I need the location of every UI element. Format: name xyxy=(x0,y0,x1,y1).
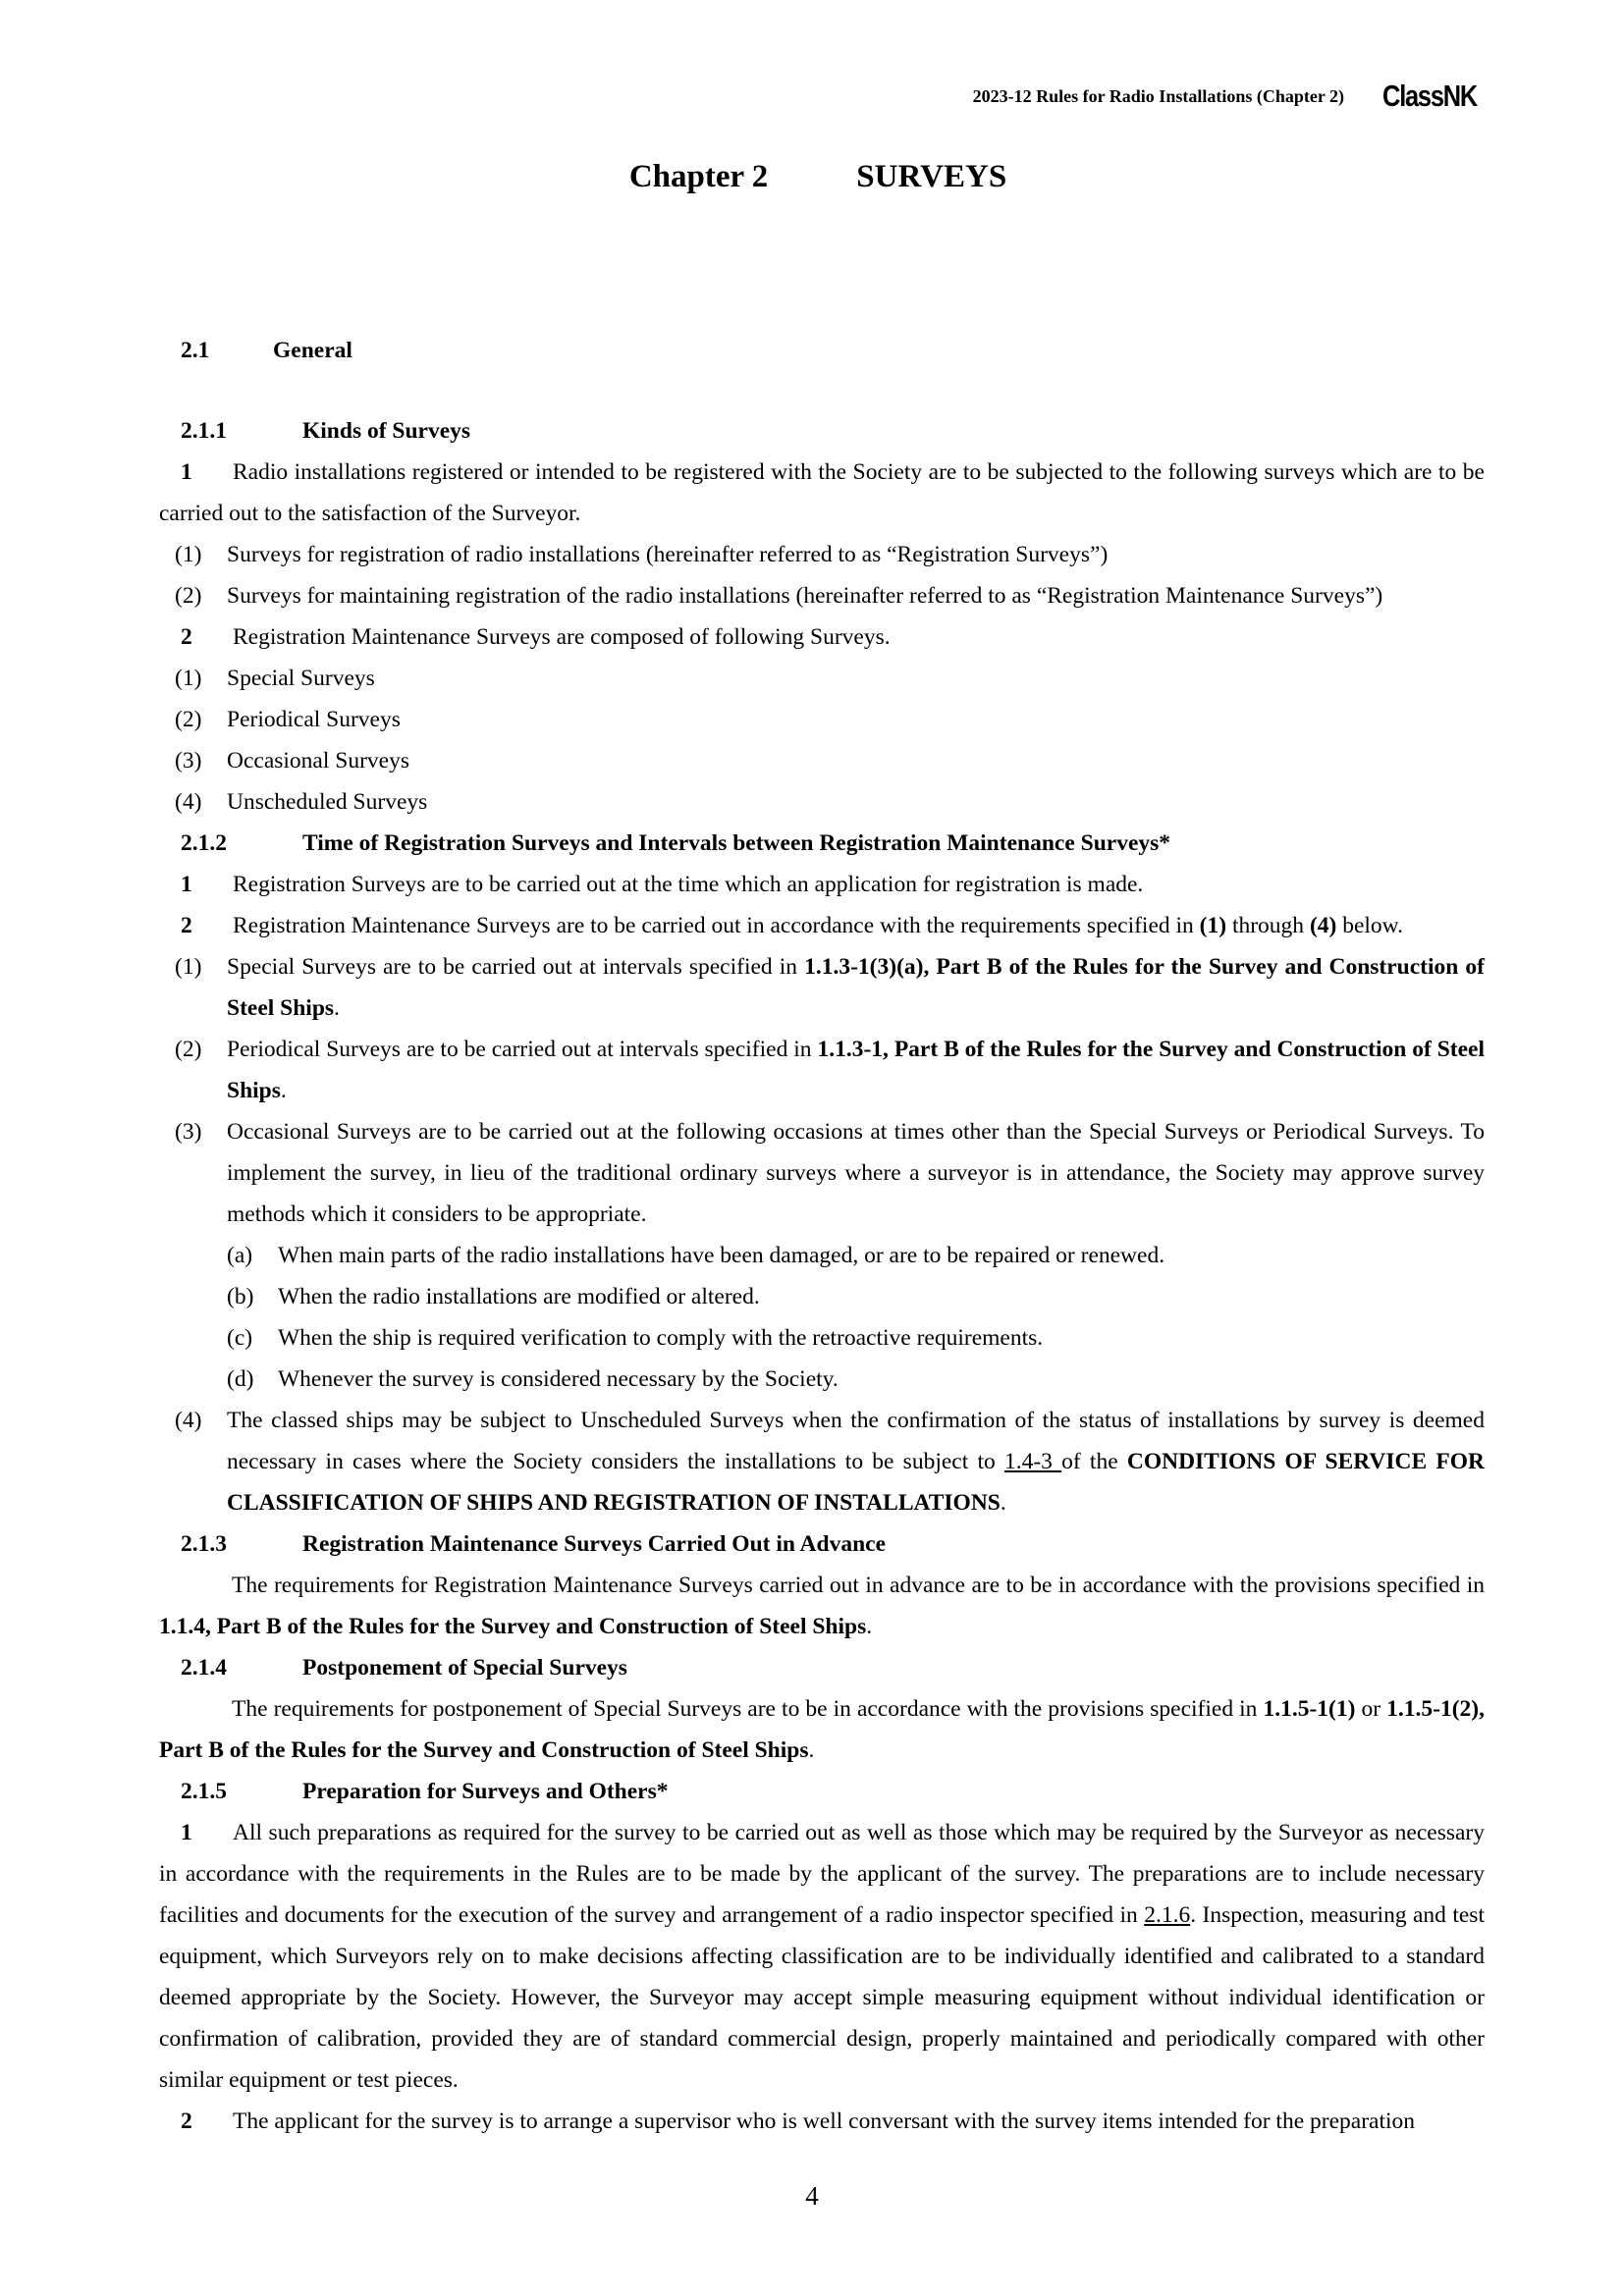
subsection-number: 2.1.5 xyxy=(181,1779,227,1804)
subitem-text: When the radio installations are modified or altered. xyxy=(278,1284,760,1309)
item-number: (2) xyxy=(175,1037,202,1062)
item-number: (1) xyxy=(175,542,202,567)
item-text: Periodical Surveys xyxy=(227,707,401,732)
list-item xyxy=(159,946,1485,1029)
page-number: 4 xyxy=(805,2181,819,2211)
section-number: 2.1 xyxy=(181,338,210,363)
list-item xyxy=(159,1029,1485,1111)
list-item xyxy=(159,699,1485,740)
paragraph-text: Radio installations registered or intended to be registered with the Society are to be subjected to the following surveys which are to be carried out to the satisfaction of the Surveyor. xyxy=(159,459,1485,526)
item-text: Special Surveys xyxy=(227,666,375,691)
subsection-title: Preparation for Surveys and Others* xyxy=(302,1779,669,1804)
subsection-heading-2-1-1 xyxy=(159,410,1485,452)
paragraph-text: All such preparations as required for the survey to be carried out as well as those which may be required by the Surveyor as necessary in accordance with the requirements in the Rules are to be made by the applicant of the survey. The preparations are to include necessary facilities and documents for the execution of the survey and arrangement of a radio inspector specified in xyxy=(159,1820,1485,1928)
item-text-part: . xyxy=(334,995,340,1021)
paragraph-text: Registration Surveys are to be carried out at the time which an application for registration is made. xyxy=(233,872,1144,897)
chapter-name: SURVEYS xyxy=(856,159,1007,194)
reference: 1.1.4, Part B of the Rules for the Survey and Construction of Steel Ships xyxy=(159,1614,867,1639)
paragraph-number: 1 xyxy=(181,459,192,485)
item-number: (2) xyxy=(175,583,202,609)
item-text-part: Special Surveys are to be carried out at intervals specified in xyxy=(227,954,805,980)
subsection-number: 2.1.4 xyxy=(181,1655,227,1681)
item-number: (3) xyxy=(175,1119,202,1145)
reference: (1) xyxy=(1199,913,1227,938)
item-number: (4) xyxy=(175,789,202,815)
paragraph-2-1-1-2 xyxy=(159,616,1485,658)
item-text-part: . xyxy=(1000,1490,1006,1516)
paragraph-2-1-5-2 xyxy=(159,2101,1485,2142)
paragraph-text: through xyxy=(1226,913,1310,938)
document-body xyxy=(159,330,1485,2142)
subitem-text: Whenever the survey is considered necessary by the Society. xyxy=(278,1366,839,1392)
paragraph-2-1-2-1 xyxy=(159,864,1485,905)
item-text-part: Periodical Surveys are to be carried out at intervals specified in xyxy=(227,1037,818,1062)
item-text: Occasional Surveys xyxy=(227,748,409,774)
paragraph-text: The applicant for the survey is to arrange a supervisor who is well conversant with the survey items intended for the preparation xyxy=(233,2109,1416,2134)
classnk-logo: ClassNK xyxy=(1382,79,1477,113)
subsection-number: 2.1.1 xyxy=(181,418,227,444)
paragraph-2-1-5-1 xyxy=(159,1812,1485,2101)
reference: 1.1.3-1, Part B of the Rules for the Survey and Construction of Steel Ships xyxy=(227,1037,1485,1103)
item-text-part: The classed ships may be subject to Unscheduled Surveys when the confirmation of the status of installations by survey is deemed necessary in cases where the Society considers the installations to be subject to xyxy=(227,1408,1485,1474)
paragraph-text: below. xyxy=(1336,913,1403,938)
subitem-letter: (a) xyxy=(227,1243,253,1268)
item-text-part: . xyxy=(280,1078,287,1103)
paragraph-text: or xyxy=(1355,1696,1387,1722)
subsection-number: 2.1.3 xyxy=(181,1531,227,1557)
item-text: Occasional Surveys are to be carried out at the following occasions at times other than the Special Surveys or Periodical Surveys. To implement the survey, in lieu of the traditional ordinary surveys where a surveyor is in attendance, the Society may approve survey methods which it considers to be appropriate. xyxy=(227,1119,1485,1227)
reference: 1.1.5-1(2), Part B of the Rules for the Survey and Construction of Steel Ships xyxy=(159,1696,1485,1763)
paragraph-text: . xyxy=(866,1614,873,1639)
chapter-title xyxy=(0,159,1624,195)
paragraph-2-1-1-1 xyxy=(159,452,1485,534)
paragraph-text: Registration Maintenance Surveys are composed of following Surveys. xyxy=(233,624,891,650)
subitem-letter: (c) xyxy=(227,1325,253,1351)
paragraph-text: Registration Maintenance Surveys are to be carried out in accordance with the requirements specified in xyxy=(233,913,1200,938)
subitem-letter: (d) xyxy=(227,1366,254,1392)
list-item xyxy=(159,781,1485,823)
subsection-number: 2.1.2 xyxy=(181,830,227,856)
subitem-text: When the ship is required verification to comply with the retroactive requirements. xyxy=(278,1325,1044,1351)
sub-list-item xyxy=(159,1276,1485,1317)
reference: (4) xyxy=(1309,913,1337,938)
sub-list-item xyxy=(159,1317,1485,1359)
item-number: (3) xyxy=(175,748,202,774)
paragraph-text: The requirements for Registration Maintenance Surveys carried out in advance are to be in accordance with the provisions specified in xyxy=(232,1573,1485,1598)
reference: 1.1.5-1(1) xyxy=(1263,1696,1356,1722)
list-item xyxy=(159,658,1485,699)
item-number: (2) xyxy=(175,707,202,732)
item-text: Unscheduled Surveys xyxy=(227,789,428,815)
reference: 1.1.3-1(3)(a), Part B of the Rules for the Survey and Construction of Steel Ships xyxy=(227,954,1485,1021)
sub-list-item xyxy=(159,1359,1485,1400)
subsection-heading-2-1-3 xyxy=(159,1523,1485,1565)
running-title: 2023-12 Rules for Radio Installations (Chapter 2) xyxy=(972,85,1344,106)
subitem-letter: (b) xyxy=(227,1284,254,1309)
sub-list-item xyxy=(159,1235,1485,1276)
running-header xyxy=(973,79,1477,114)
list-item xyxy=(159,740,1485,781)
subsection-heading-2-1-4 xyxy=(159,1647,1485,1688)
subsection-heading-2-1-2 xyxy=(159,823,1485,864)
subsection-title: Time of Registration Surveys and Intervals between Registration Maintenance Surveys* xyxy=(302,830,1171,856)
item-text xyxy=(227,1400,1485,1523)
item-number: (4) xyxy=(175,1408,202,1433)
list-item xyxy=(159,1400,1485,1523)
paragraph-text: The requirements for postponement of Special Surveys are to be in accordance with the provisions specified in xyxy=(232,1696,1264,1722)
paragraph-number: 1 xyxy=(181,872,192,897)
section-title: General xyxy=(273,338,352,363)
paragraph-number: 2 xyxy=(181,624,192,650)
paragraph-2-1-3 xyxy=(159,1565,1485,1647)
section-heading-2-1 xyxy=(159,330,1485,371)
paragraph-text: . Inspection, measuring and test equipment, which Surveyors rely on to make decisions affecting classification are to be individually identified and calibrated to a standard deemed appropriate by the Society. However, the Surveyor may accept simple measuring equipment without individual identification or confirmation of calibration, provided they are of standard commercial design, properly maintained and periodically compared with other similar equipment or test pieces. xyxy=(159,1902,1485,2093)
item-number: (1) xyxy=(175,666,202,691)
item-text xyxy=(227,1029,1485,1111)
list-item xyxy=(159,1111,1485,1235)
subsection-title: Registration Maintenance Surveys Carried Out in Advance xyxy=(302,1531,886,1557)
item-number: (1) xyxy=(175,954,202,980)
item-text-part: of the xyxy=(1061,1449,1127,1474)
subsection-title: Kinds of Surveys xyxy=(302,418,471,444)
subitem-text: When main parts of the radio installations have been damaged, or are to be repaired or renewed. xyxy=(278,1243,1165,1268)
item-text: Surveys for registration of radio installations (hereinafter referred to as “Registration Surveys”) xyxy=(227,542,1109,567)
paragraph-number: 1 xyxy=(181,1820,192,1845)
subsection-heading-2-1-5 xyxy=(159,1771,1485,1812)
item-text: Surveys for maintaining registration of the radio installations (hereinafter referred to as “Registration Maintenance Surveys”) xyxy=(227,583,1383,609)
list-item xyxy=(159,575,1485,616)
paragraph-number: 2 xyxy=(181,913,192,938)
reference: CONDITIONS OF SERVICE FOR CLASSIFICATION OF SHIPS AND REGISTRATION OF INSTALLATIONS xyxy=(227,1449,1485,1516)
cross-reference-link[interactable]: 2.1.6 xyxy=(1144,1902,1191,1928)
cross-reference-link[interactable]: 1.4-3 xyxy=(1003,1449,1062,1474)
paragraph-2-1-2-2 xyxy=(159,905,1485,946)
paragraph-2-1-4 xyxy=(159,1688,1485,1771)
paragraph-text: . xyxy=(808,1737,815,1763)
chapter-number: Chapter 2 xyxy=(628,159,769,194)
item-text xyxy=(227,946,1485,1029)
list-item xyxy=(159,534,1485,575)
paragraph-number: 2 xyxy=(181,2109,192,2134)
subsection-title: Postponement of Special Surveys xyxy=(302,1655,627,1681)
